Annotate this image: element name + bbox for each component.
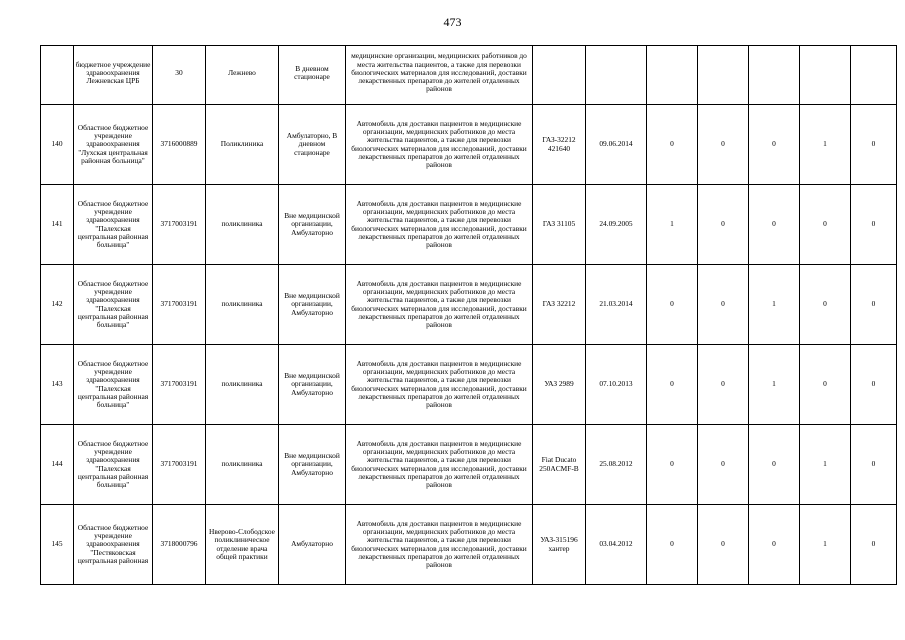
row-number-cell-text: 145 bbox=[51, 539, 63, 549]
vehicle-purpose-cell-text: Автомобиль для доставки пациентов в медицинские организации, медицинских работников до места жительства пациентов, а также для перевозки биологических материалов для исследований, доставки лекарственных препаратов до жителей отдаленных районов bbox=[351, 358, 527, 409]
flag-cell-5 bbox=[851, 185, 897, 265]
subdivision-cell-text: Нверово-Слободское поликлиническое отделение врача общей практики bbox=[209, 527, 275, 561]
flag-cell-4 bbox=[800, 185, 851, 265]
flag-cell-4 bbox=[800, 345, 851, 425]
flag-cell-2-text: 0 bbox=[721, 379, 725, 389]
registration-date-cell-text: 07.10.2013 bbox=[599, 379, 633, 389]
code-cell bbox=[153, 265, 206, 345]
vehicle-purpose-cell-text: Автомобиль для доставки пациентов в медицинские организации, медицинских работников до места жительства пациентов, а также для перевозки биологических материалов для исследований, доставки лекарственных препаратов до жителей отдаленных районов bbox=[351, 278, 527, 329]
table-row bbox=[41, 345, 897, 425]
code-cell bbox=[153, 185, 206, 265]
care-conditions-cell-text: В дневном стационаре bbox=[294, 63, 330, 81]
flag-cell-5 bbox=[851, 46, 897, 105]
flag-cell-2-text: 0 bbox=[721, 219, 725, 229]
vehicle-model-cell bbox=[533, 185, 586, 265]
flag-cell-5-text: 0 bbox=[871, 299, 876, 309]
registration-date-cell bbox=[586, 105, 647, 185]
vehicle-model-cell bbox=[533, 265, 586, 345]
flag-cell-4-text: 1 bbox=[823, 539, 827, 549]
care-conditions-cell-text: Амбулаторно, В дневном стационаре bbox=[286, 131, 338, 157]
flag-cell-2-text: 0 bbox=[721, 539, 725, 549]
care-conditions-cell-text: Вне медицинской организации, Амбулаторно bbox=[284, 371, 340, 397]
subdivision-cell-text: Поликлиника bbox=[220, 139, 264, 149]
row-number-cell bbox=[41, 505, 74, 585]
code-cell bbox=[153, 505, 206, 585]
care-conditions-cell-text: Вне медицинской организации, Амбулаторно bbox=[284, 451, 340, 477]
flag-cell-2-text: 0 bbox=[721, 299, 725, 309]
organization-cell-text: Областное бюджетное учреждение здравоохранения "Лухская центральная районная больница" bbox=[77, 122, 149, 165]
subdivision-cell-text: поликлиника bbox=[221, 299, 263, 309]
flag-cell-5-text: 0 bbox=[871, 459, 876, 469]
flag-cell-3 bbox=[749, 185, 800, 265]
row-number-cell bbox=[41, 105, 74, 185]
organization-cell-text: Областное бюджетное учреждение здравоохранения "Палехская центральная районная больница" bbox=[77, 198, 149, 249]
organization-cell-text: Областное бюджетное учреждение здравоохранения "Палехская центральная районная больница" bbox=[77, 358, 149, 409]
code-cell bbox=[153, 345, 206, 425]
organization-cell bbox=[74, 46, 153, 105]
flag-cell-1 bbox=[647, 105, 698, 185]
organization-cell-text: Областное бюджетное учреждение здравоохранения "Палехская центральная районная больница" bbox=[77, 438, 149, 489]
table-row bbox=[41, 425, 897, 505]
flag-cell-4 bbox=[800, 425, 851, 505]
flag-cell-5-text: 0 bbox=[871, 539, 876, 549]
flag-cell-2-text: 0 bbox=[721, 459, 725, 469]
vehicle-model-cell-text: УАЗ 2989 bbox=[544, 379, 574, 389]
flag-cell-4 bbox=[800, 505, 851, 585]
flag-cell-3 bbox=[749, 505, 800, 585]
flag-cell-2 bbox=[698, 105, 749, 185]
care-conditions-cell-text: Амбулаторно bbox=[291, 539, 333, 549]
vehicle-model-cell bbox=[533, 105, 586, 185]
table-row bbox=[41, 185, 897, 265]
vehicle-model-cell-text: Fiat Ducato 250ACMF-B bbox=[539, 455, 579, 473]
flag-cell-4-text: 1 bbox=[823, 139, 827, 149]
flag-cell-5 bbox=[851, 425, 897, 505]
vehicle-model-cell bbox=[533, 425, 586, 505]
care-conditions-cell bbox=[279, 46, 346, 105]
flag-cell-2 bbox=[698, 505, 749, 585]
row-number-cell bbox=[41, 425, 74, 505]
flag-cell-3-text: 1 bbox=[772, 379, 776, 389]
vehicle-purpose-cell bbox=[346, 505, 533, 585]
code-cell bbox=[153, 425, 206, 505]
code-cell-text: 3717003191 bbox=[160, 459, 198, 469]
flag-cell-4-text: 0 bbox=[823, 379, 827, 389]
flag-cell-1 bbox=[647, 505, 698, 585]
organization-cell bbox=[74, 265, 153, 345]
vehicle-purpose-cell bbox=[346, 345, 533, 425]
code-cell-text: 30 bbox=[175, 67, 183, 77]
organization-cell-text: Областное бюджетное учреждение здравоохранения "Палехская центральная районная больница" bbox=[77, 278, 149, 329]
flag-cell-2 bbox=[698, 345, 749, 425]
vehicle-purpose-cell-text: Автомобиль для доставки пациентов в медицинские организации, медицинских работников до места жительства пациентов, а также для перевозки биологических материалов для исследований, доставки лекарственных препаратов до жителей отдаленных районов bbox=[351, 118, 527, 169]
subdivision-cell bbox=[206, 425, 279, 505]
vehicle-purpose-cell bbox=[346, 425, 533, 505]
flag-cell-1 bbox=[647, 265, 698, 345]
flag-cell-2 bbox=[698, 425, 749, 505]
vehicle-purpose-cell-text: Автомобиль для доставки пациентов в медицинские организации, медицинских работников до места жительства пациентов, а также для перевозки биологических материалов для исследований, доставки лекарственных препаратов до жителей отдаленных районов bbox=[351, 198, 527, 249]
flag-cell-3-text: 0 bbox=[772, 219, 776, 229]
flag-cell-3 bbox=[749, 46, 800, 105]
registry-table-body bbox=[41, 46, 897, 585]
registration-date-cell bbox=[586, 185, 647, 265]
vehicle-model-cell-text: ГАЗ-32212 421640 bbox=[542, 135, 576, 153]
code-cell-text: 3717003191 bbox=[160, 299, 198, 309]
subdivision-cell bbox=[206, 345, 279, 425]
table-row bbox=[41, 105, 897, 185]
vehicle-registry-table bbox=[40, 45, 897, 585]
flag-cell-3-text: 1 bbox=[772, 299, 776, 309]
organization-cell bbox=[74, 105, 153, 185]
vehicle-model-cell bbox=[533, 345, 586, 425]
vehicle-model-cell-text: ГАЗ 31105 bbox=[542, 219, 576, 229]
care-conditions-cell bbox=[279, 265, 346, 345]
vehicle-purpose-cell bbox=[346, 185, 533, 265]
flag-cell-1-text: 1 bbox=[670, 219, 674, 229]
care-conditions-cell-text: Вне медицинской организации, Амбулаторно bbox=[284, 291, 340, 317]
subdivision-cell-text: поликлиника bbox=[221, 459, 263, 469]
registration-date-cell-text: 24.09.2005 bbox=[599, 219, 633, 229]
row-number-cell-text: 142 bbox=[51, 299, 63, 309]
care-conditions-cell-text: Вне медицинской организации, Амбулаторно bbox=[284, 211, 340, 237]
code-cell-text: 3718000796 bbox=[160, 539, 198, 549]
flag-cell-5 bbox=[851, 105, 897, 185]
row-number-cell bbox=[41, 265, 74, 345]
flag-cell-1-text: 0 bbox=[670, 139, 674, 149]
subdivision-cell bbox=[206, 46, 279, 105]
subdivision-cell bbox=[206, 105, 279, 185]
vehicle-model-cell-text: ГАЗ 32212 bbox=[542, 299, 576, 309]
subdivision-cell bbox=[206, 505, 279, 585]
flag-cell-5 bbox=[851, 265, 897, 345]
care-conditions-cell bbox=[279, 425, 346, 505]
flag-cell-4 bbox=[800, 105, 851, 185]
flag-cell-1 bbox=[647, 425, 698, 505]
flag-cell-3-text: 0 bbox=[772, 539, 776, 549]
vehicle-purpose-cell-text: Автомобиль для доставки пациентов в медицинские организации, медицинских работников до места жительства пациентов, а также для перевозки биологических материалов для исследований, доставки лекарственных препаратов до жителей отдаленных районов bbox=[351, 438, 527, 489]
flag-cell-3-text: 0 bbox=[772, 139, 776, 149]
subdivision-cell bbox=[206, 185, 279, 265]
table-row bbox=[41, 265, 897, 345]
flag-cell-1-text: 0 bbox=[670, 459, 674, 469]
flag-cell-5 bbox=[851, 505, 897, 585]
flag-cell-1-text: 0 bbox=[670, 379, 674, 389]
code-cell-text: 3717003191 bbox=[160, 379, 198, 389]
care-conditions-cell bbox=[279, 105, 346, 185]
flag-cell-3-text: 0 bbox=[772, 459, 776, 469]
registration-date-cell-text: 09.06.2014 bbox=[599, 139, 633, 149]
code-cell bbox=[153, 46, 206, 105]
flag-cell-4-text: 1 bbox=[823, 459, 827, 469]
table-row bbox=[41, 46, 897, 105]
row-number-cell bbox=[41, 345, 74, 425]
flag-cell-5-text: 0 bbox=[871, 139, 876, 149]
vehicle-model-cell bbox=[533, 46, 586, 105]
flag-cell-3 bbox=[749, 425, 800, 505]
vehicle-purpose-cell bbox=[346, 105, 533, 185]
organization-cell-text: Областное бюджетное учреждение здравоохранения "Пестяковская центральная районная bbox=[77, 522, 149, 565]
registration-date-cell-text: 21.03.2014 bbox=[599, 299, 633, 309]
vehicle-purpose-cell-text: медицинские организации, медицинских работников до места жительства пациентов, а также для перевозки биологических материалов для исследований, доставки лекарственных препаратов до жителей отдаленных районов bbox=[351, 51, 527, 94]
flag-cell-5-text: 0 bbox=[871, 219, 876, 229]
vehicle-purpose-cell bbox=[346, 265, 533, 345]
registration-date-cell bbox=[586, 345, 647, 425]
flag-cell-2 bbox=[698, 265, 749, 345]
flag-cell-1-text: 0 bbox=[670, 299, 674, 309]
row-number-cell-text: 143 bbox=[51, 379, 63, 389]
organization-cell bbox=[74, 425, 153, 505]
page-number: 473 bbox=[443, 15, 462, 29]
registration-date-cell bbox=[586, 46, 647, 105]
registration-date-cell bbox=[586, 265, 647, 345]
vehicle-purpose-cell-text: Автомобиль для доставки пациентов в медицинские организации, медицинских работников до места жительства пациентов, а также для перевозки биологических материалов для исследований, доставки лекарственных препаратов до жителей отдаленных районов bbox=[351, 518, 527, 569]
flag-cell-1-text: 0 bbox=[670, 539, 674, 549]
organization-cell bbox=[74, 505, 153, 585]
flag-cell-2 bbox=[698, 185, 749, 265]
flag-cell-2-text: 0 bbox=[721, 139, 725, 149]
flag-cell-5 bbox=[851, 345, 897, 425]
registration-date-cell-text: 25.08.2012 bbox=[599, 459, 633, 469]
flag-cell-2 bbox=[698, 46, 749, 105]
subdivision-cell bbox=[206, 265, 279, 345]
organization-cell bbox=[74, 345, 153, 425]
row-number-cell bbox=[41, 46, 74, 105]
row-number-cell-text: 144 bbox=[51, 459, 63, 469]
organization-cell-text: бюджетное учреждение здравоохранения Лежневская ЦРБ bbox=[75, 59, 151, 86]
flag-cell-3 bbox=[749, 345, 800, 425]
flag-cell-1 bbox=[647, 46, 698, 105]
flag-cell-4 bbox=[800, 46, 851, 105]
flag-cell-4-text: 0 bbox=[823, 219, 827, 229]
code-cell bbox=[153, 105, 206, 185]
care-conditions-cell bbox=[279, 185, 346, 265]
flag-cell-5-text: 0 bbox=[871, 379, 876, 389]
vehicle-model-cell bbox=[533, 505, 586, 585]
table-row bbox=[41, 505, 897, 585]
row-number-cell-text: 141 bbox=[51, 219, 63, 229]
subdivision-cell-text: Лежнево bbox=[228, 67, 256, 77]
flag-cell-1 bbox=[647, 345, 698, 425]
vehicle-purpose-cell bbox=[346, 46, 533, 105]
organization-cell bbox=[74, 185, 153, 265]
care-conditions-cell bbox=[279, 505, 346, 585]
vehicle-model-cell-text: УАЗ-315196 хантер bbox=[540, 535, 578, 553]
row-number-cell bbox=[41, 185, 74, 265]
code-cell-text: 3716000889 bbox=[160, 139, 198, 149]
flag-cell-4 bbox=[800, 265, 851, 345]
registration-date-cell bbox=[586, 505, 647, 585]
flag-cell-3 bbox=[749, 105, 800, 185]
registration-date-cell bbox=[586, 425, 647, 505]
subdivision-cell-text: поликлиника bbox=[221, 219, 263, 229]
registration-date-cell-text: 03.04.2012 bbox=[599, 539, 633, 549]
code-cell-text: 3717003191 bbox=[160, 219, 198, 229]
flag-cell-1 bbox=[647, 185, 698, 265]
flag-cell-4-text: 0 bbox=[823, 299, 827, 309]
flag-cell-3 bbox=[749, 265, 800, 345]
row-number-cell-text: 140 bbox=[51, 139, 63, 149]
care-conditions-cell bbox=[279, 345, 346, 425]
subdivision-cell-text: поликлиника bbox=[221, 379, 263, 389]
